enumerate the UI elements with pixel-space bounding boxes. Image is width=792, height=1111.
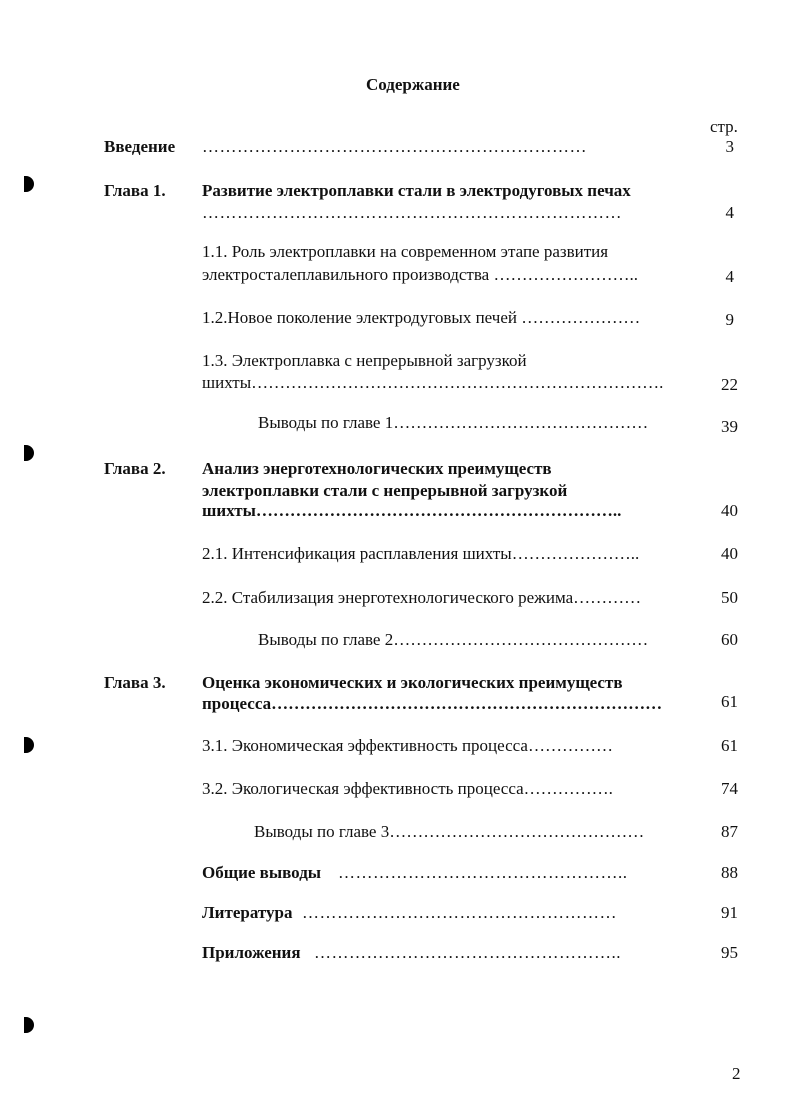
intro-label: Введение	[104, 137, 176, 156]
binder-mark	[24, 176, 34, 192]
binder-mark	[24, 737, 34, 753]
app-dots: ……………………………………………..	[314, 943, 621, 962]
general-page: 88	[721, 863, 738, 882]
ch1-dots: ………………………………………………………………	[202, 203, 622, 222]
intro-page: 3	[725, 137, 734, 156]
ch1-title: Развитие электроплавки стали в электродуговых печах	[202, 181, 631, 200]
page-number: 2	[732, 1064, 741, 1083]
intro-dots: …………………………………………………………	[202, 137, 587, 156]
ch3-label: Глава 3.	[104, 673, 166, 692]
ch3-s1: 3.1. Экономическая эффективность процесса……………	[202, 736, 613, 755]
ch3-title-line1: Оценка экономических и экологических преимуществ	[202, 673, 623, 692]
ch3-s2: 3.2. Экологическая эффективность процесса…………….	[202, 779, 613, 798]
ch3-conclusion: Выводы по главе 3………………………………………	[254, 822, 645, 841]
ch1-s1-line2: электросталеплавильного производства ……………………..	[202, 265, 638, 284]
ch3-title-line2: процесса……………………………………………………………	[202, 694, 663, 713]
ch2-title-line2: электроплавки стали с непрерывной загрузкой	[202, 481, 568, 500]
ch3-s1-page: 61	[721, 736, 738, 755]
ch1-s2-page: 9	[725, 310, 734, 329]
ch2-s2-page: 50	[721, 588, 738, 607]
ch1-page: 4	[725, 203, 734, 222]
ch2-s1-page: 40	[721, 544, 738, 563]
ch2-title-line1: Анализ энерготехнологических преимуществ	[202, 459, 552, 478]
ch1-s2: 1.2.Новое поколение электродуговых печей …………………	[202, 308, 641, 327]
lit-dots: ………………………………………………	[302, 903, 617, 922]
ch1-s1-line1: 1.1. Роль электроплавки на современном этапе развития	[202, 242, 609, 261]
ch2-conclusion: Выводы по главе 2………………………………………	[258, 630, 649, 649]
ch2-conclusion-page: 60	[721, 630, 738, 649]
lit-label: Литература	[202, 903, 293, 922]
ch2-page: 40	[721, 501, 738, 520]
ch3-page: 61	[721, 692, 738, 711]
page-column-label: стр.	[710, 117, 738, 136]
app-page: 95	[721, 943, 738, 962]
ch1-label: Глава 1.	[104, 181, 166, 200]
general-label: Общие выводы	[202, 863, 322, 882]
lit-page: 91	[721, 903, 738, 922]
ch1-s3-line1: 1.3. Электроплавка с непрерывной загрузкой	[202, 351, 527, 370]
ch3-s2-page: 74	[721, 779, 738, 798]
ch1-conclusion: Выводы по главе 1………………………………………	[258, 413, 649, 432]
ch2-title-line3: шихты………………………………………………………..	[202, 501, 622, 520]
ch1-s3-page: 22	[721, 375, 738, 394]
general-dots: …………………………………………..	[338, 863, 628, 882]
binder-mark	[24, 1017, 34, 1033]
ch2-label: Глава 2.	[104, 459, 166, 478]
ch1-conclusion-page: 39	[721, 417, 738, 436]
ch2-s1: 2.1. Интенсификация расплавления шихты…………………..	[202, 544, 640, 563]
ch1-s1-page: 4	[725, 267, 734, 286]
page-title: Содержание	[366, 75, 460, 94]
ch1-s3-line2: шихты……………………………………………………………….	[202, 373, 664, 392]
app-label: Приложения	[202, 943, 301, 962]
binder-mark	[24, 445, 34, 461]
ch2-s2: 2.2. Стабилизация энерготехнологического режима…………	[202, 588, 642, 607]
ch3-conclusion-page: 87	[721, 822, 738, 841]
